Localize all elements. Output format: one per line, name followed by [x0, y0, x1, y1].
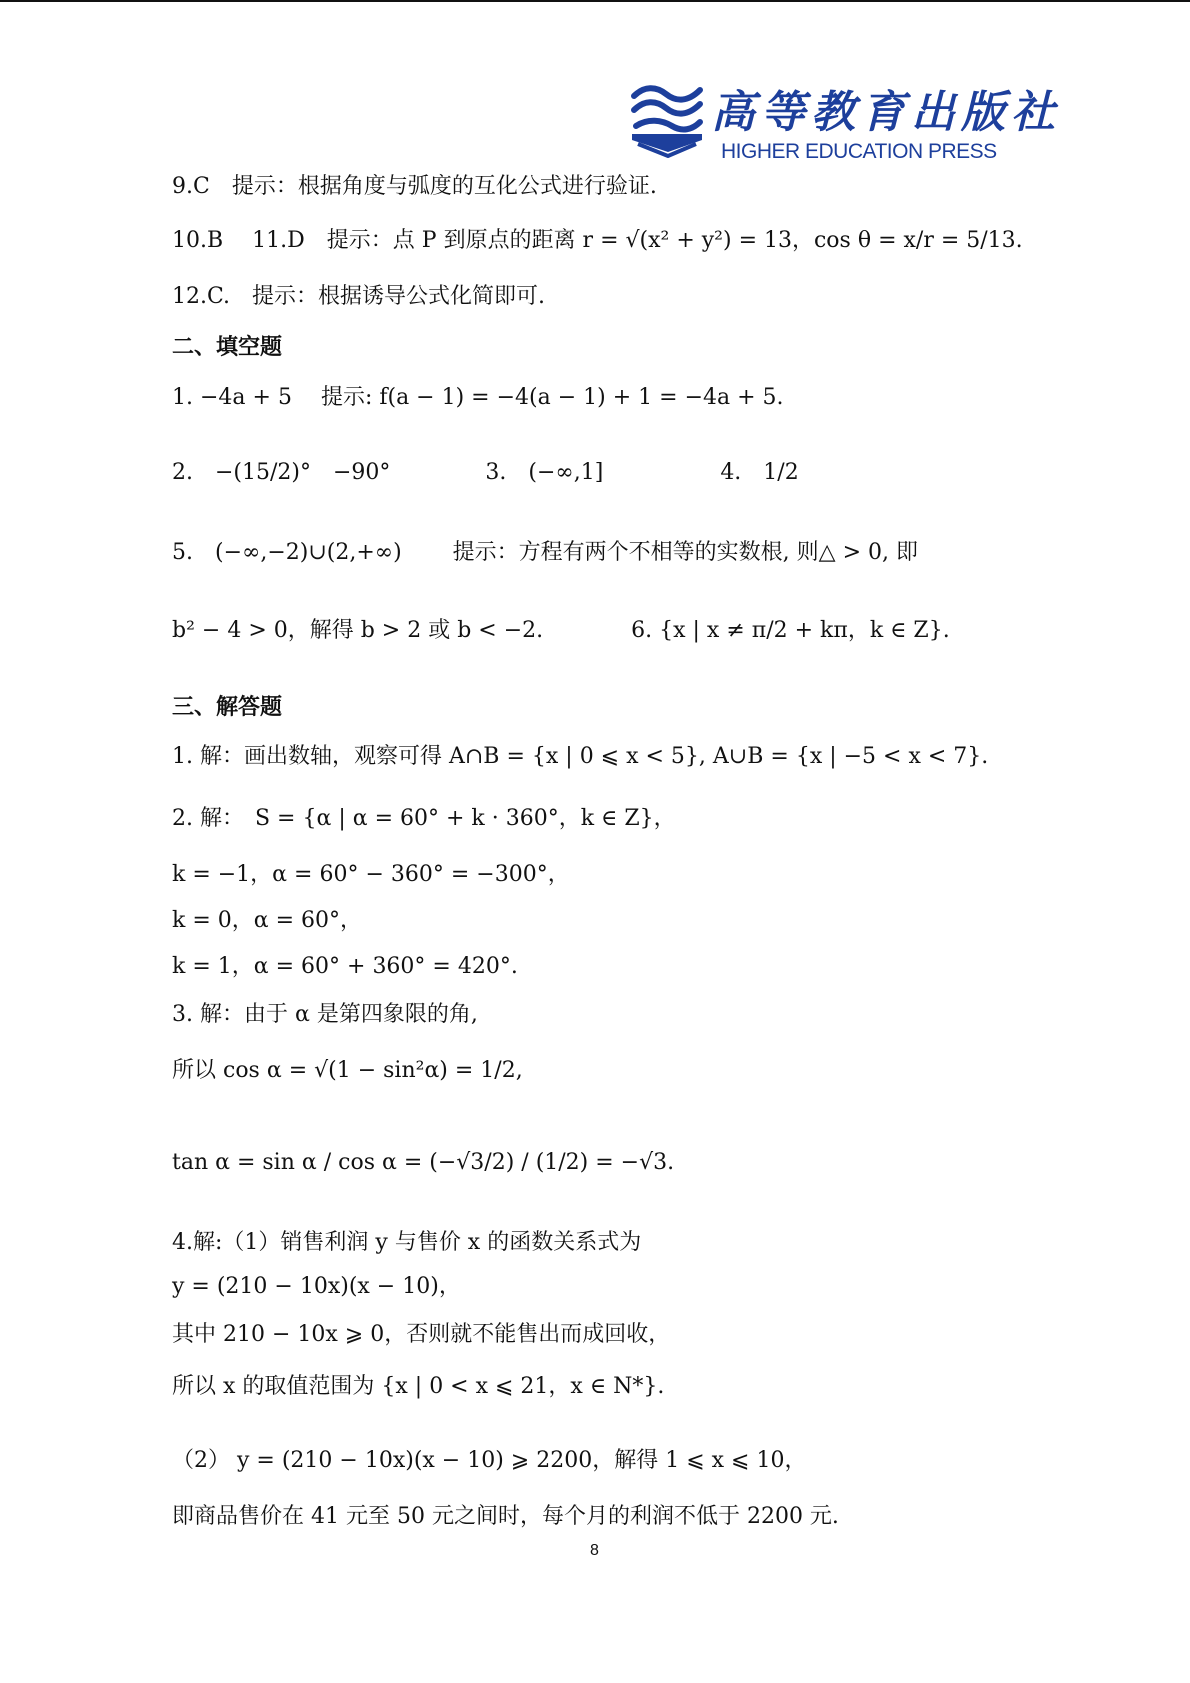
answer-line: 所以 cos α = √(1 − sin²α) = 1/2, [172, 1058, 523, 1083]
answer-line: 9.C 提示：根据角度与弧度的互化公式进行验证. [172, 174, 657, 199]
section-heading-fill-blank: 二、填空题 [172, 335, 283, 360]
answer-line: 1. 解：画出数轴，观察可得 A∩B = {x | 0 ⩽ x < 5}, A∪B = {x | −5 < x < 7}. [172, 744, 989, 769]
answer-line: 其中 210 − 10x ⩾ 0，否则就不能售出而成回收， [172, 1322, 671, 1347]
answer-line: 12.C. 提示：根据诱导公式化简即可. [172, 284, 546, 309]
top-border [0, 0, 1190, 2]
answer-line: （2） y = (210 − 10x)(x − 10) ⩾ 2200，解得 1 ⩽ x ⩽ 10， [172, 1448, 807, 1473]
publisher-logo [628, 82, 1061, 163]
answer-line: 5. (−∞,−2)∪(2,+∞) 提示：方程有两个不相等的实数根, 则△ > 0, 即 [172, 540, 918, 565]
answer-line: 所以 x 的取值范围为 {x | 0 < x ⩽ 21，x ∈ N*}. [172, 1374, 665, 1399]
answer-line: k = −1，α = 60° − 360° = −300°， [172, 862, 570, 887]
answer-line: 1. −4a + 5 提示: f(a − 1) = −4(a − 1) + 1 = −4a + 5. [172, 385, 784, 410]
answer-line: tan α = sin α / cos α = (−√3/2) / (1/2) = −√3. [172, 1150, 675, 1175]
answer-line: 2. 解： S = {α | α = 60° + k · 360°，k ∈ Z}， [172, 806, 676, 831]
answer-line: 10.B 11.D 提示：点 P 到原点的距离 r = √(x² + y²) = 13，cos θ = x/r = 5/13. [172, 228, 1023, 253]
answer-line: 3. 解：由于 α 是第四象限的角, [172, 1002, 478, 1027]
publisher-name-en: HIGHER EDUCATION PRESS [721, 140, 997, 163]
answer-line: 2. −(15/2)° −90° 3. (−∞,1] 4. 1/2 [172, 460, 799, 485]
answer-line: k = 0，α = 60°， [172, 908, 363, 933]
section-heading-answer: 三、解答题 [172, 695, 283, 720]
wave-icon [628, 82, 706, 158]
page-number: 8 [590, 1542, 599, 1559]
answer-line: 4.解:（1）销售利润 y 与售价 x 的函数关系式为 [172, 1230, 642, 1255]
answer-line: b² − 4 > 0，解得 b > 2 或 b < −2. 6. {x | x ≠ π/2 + kπ，k ∈ Z}. [172, 618, 950, 643]
answer-line: y = (210 − 10x)(x − 10)， [172, 1274, 461, 1299]
publisher-name-cn: 高等教育出版社 [711, 87, 1061, 138]
answer-line: 即商品售价在 41 元至 50 元之间时，每个月的利润不低于 2200 元. [172, 1504, 839, 1529]
answer-line: k = 1，α = 60° + 360° = 420°. [172, 954, 518, 979]
